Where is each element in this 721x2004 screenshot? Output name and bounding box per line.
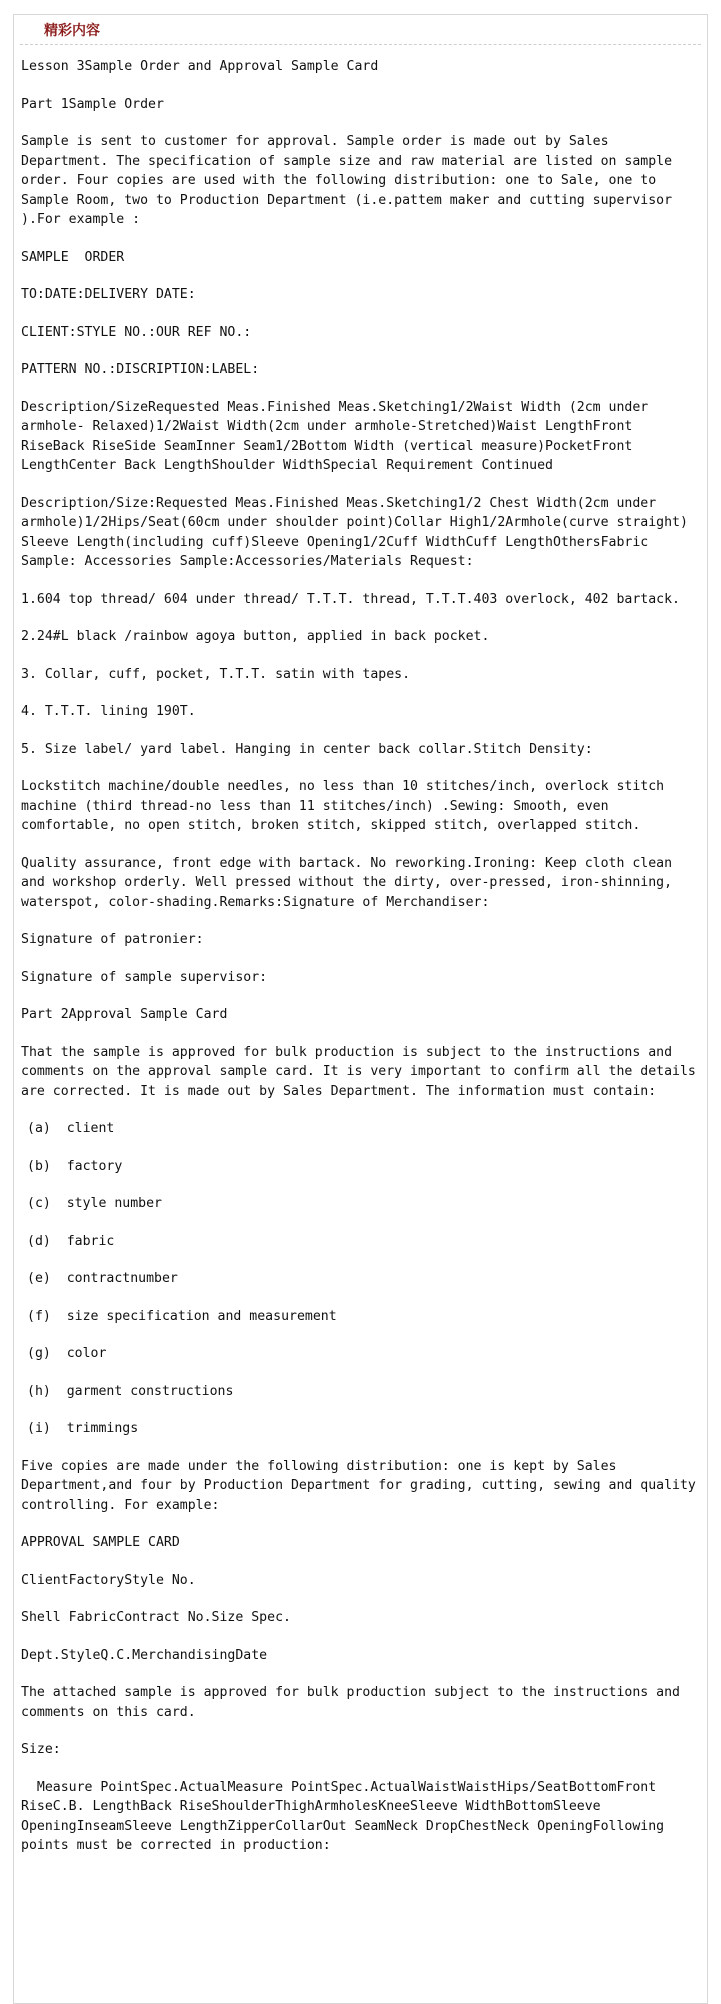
list-item: (b) factory — [27, 1158, 123, 1174]
paragraph: Five copies are made under the following distribution: one is kept by Sales Department,and four by Production Department for grading, cutting, sewing and quality controlling. For example: — [21, 1458, 704, 1513]
signature-line: Signature of patronier: — [21, 932, 204, 947]
paragraph: Measure PointSpec.ActualMeasure PointSpec.ActualWaistWaistHips/SeatBottomFront RiseC.B. LengthBack RiseShoulderThighArmholesKneeSleeve WidthBottomSleeve OpeningInseamSleeve LengthZipperCollarOut SeamNeck DropChestNeck OpeningFollowing points must be corrected in production: — [21, 1779, 673, 1853]
paragraph: The attached sample is approved for bulk production subject to the instructions and comments on this card. — [21, 1685, 688, 1720]
list-item: (i) trimmings — [27, 1421, 139, 1436]
approval-card-heading: APPROVAL SAMPLE CARD — [21, 1535, 180, 1550]
list-item: (d) fabric — [27, 1233, 115, 1249]
numbered-item: 4. T.T.T. lining 190T. — [21, 704, 196, 719]
signature-line: Signature of sample supervisor: — [21, 969, 268, 985]
form-line: TO:DATE:DELIVERY DATE: — [21, 287, 196, 302]
panel-title: 精彩内容 — [44, 23, 100, 39]
list-item: (h) garment constructions — [27, 1383, 234, 1399]
panel-header — [20, 15, 701, 45]
list-item: (e) contractnumber — [27, 1271, 178, 1286]
numbered-item: 5. Size label/ yard label. Hanging in center back collar.Stitch Density: — [21, 741, 593, 757]
paragraph: Description/Size:Requested Meas.Finished Meas.Sketching1/2 Chest Width(2cm under armhole)1/2Hips/Seat(60cm under shoulder point)Collar High1/2Armhole(curve straight) Sleeve Length(including cuff)Sleeve Opening1/2Cuff WidthCuff LengthOthersFabric Sample: Accessories Sample:Accessories/Materials Request: — [21, 495, 696, 569]
form-line: Shell FabricContract No.Size Spec. — [21, 1610, 291, 1625]
part1-heading: Part 1Sample Order — [21, 96, 164, 112]
numbered-item: 1.604 top thread/ 604 under thread/ T.T.T. thread, T.T.T.403 overlock, 402 bartack. — [21, 591, 680, 607]
sample-order-heading: SAMPLE ORDER — [21, 249, 125, 265]
paragraph: Description/SizeRequested Meas.Finished Meas.Sketching1/2Waist Width (2cm under armhole- Relaxed)1/2Waist Width(2cm under armhole-Stretched)Waist LengthFront RiseBack RiseSide SeamInner Seam1/2Bottom Width (vertical measure)PocketFront LengthCenter Back LengthShoulder WidthSpecial Requirement Continued — [21, 399, 657, 473]
paragraph: That the sample is approved for bulk production is subject to the instructions and comments on the approval sample card. It is very important to confirm all the details are corrected. It is made out by Sales Department. The information must contain: — [21, 1044, 704, 1099]
form-line: ClientFactoryStyle No. — [21, 1572, 196, 1588]
numbered-item: 3. Collar, cuff, pocket, T.T.T. satin with tapes. — [21, 666, 411, 682]
list-item: (g) color — [27, 1346, 107, 1361]
content-panel — [13, 14, 708, 2004]
form-line: Dept.StyleQ.C.MerchandisingDate — [21, 1647, 268, 1663]
form-line: Size: — [21, 1742, 61, 1757]
form-line: PATTERN NO.:DISCRIPTION:LABEL: — [21, 362, 260, 377]
part2-heading: Part 2Approval Sample Card — [21, 1007, 228, 1022]
lesson-title: Lesson 3Sample Order and Approval Sample Card — [21, 59, 379, 74]
form-line: CLIENT:STYLE NO.:OUR REF NO.: — [21, 324, 252, 340]
list-item: (c) style number — [27, 1196, 162, 1211]
paragraph: Quality assurance, front edge with bartack. No reworking.Ironing: Keep cloth clean and workshop orderly. Well pressed without the dirty, over-pressed, iron-shinning, waterspot, color-shading.Remarks:Signature of Merchandiser: — [21, 855, 680, 910]
list-item: (f) size specification and measurement — [27, 1308, 337, 1324]
numbered-item: 2.24#L black /rainbow agoya button, applied in back pocket. — [21, 629, 490, 644]
paragraph: Lockstitch machine/double needles, no less than 10 stitches/inch, overlock stitch machine (third thread-no less than 11 stitches/inch) .Sewing: Smooth, even comfortable, no open stitch, broken stitch, skipped stitch, overlapped stitch. — [21, 779, 673, 833]
paragraph: Sample is sent to customer for approval. Sample order is made out by Sales Department. The specification of sample size and raw material are listed on sample order. Four copies are used with the following distribution: one to Sale, one to Sample Room, two to Production Department (i.e.pattem maker and cutting supervisor ).For example : — [21, 134, 680, 227]
list-item: (a) client — [27, 1121, 115, 1136]
article-body — [14, 45, 707, 1856]
